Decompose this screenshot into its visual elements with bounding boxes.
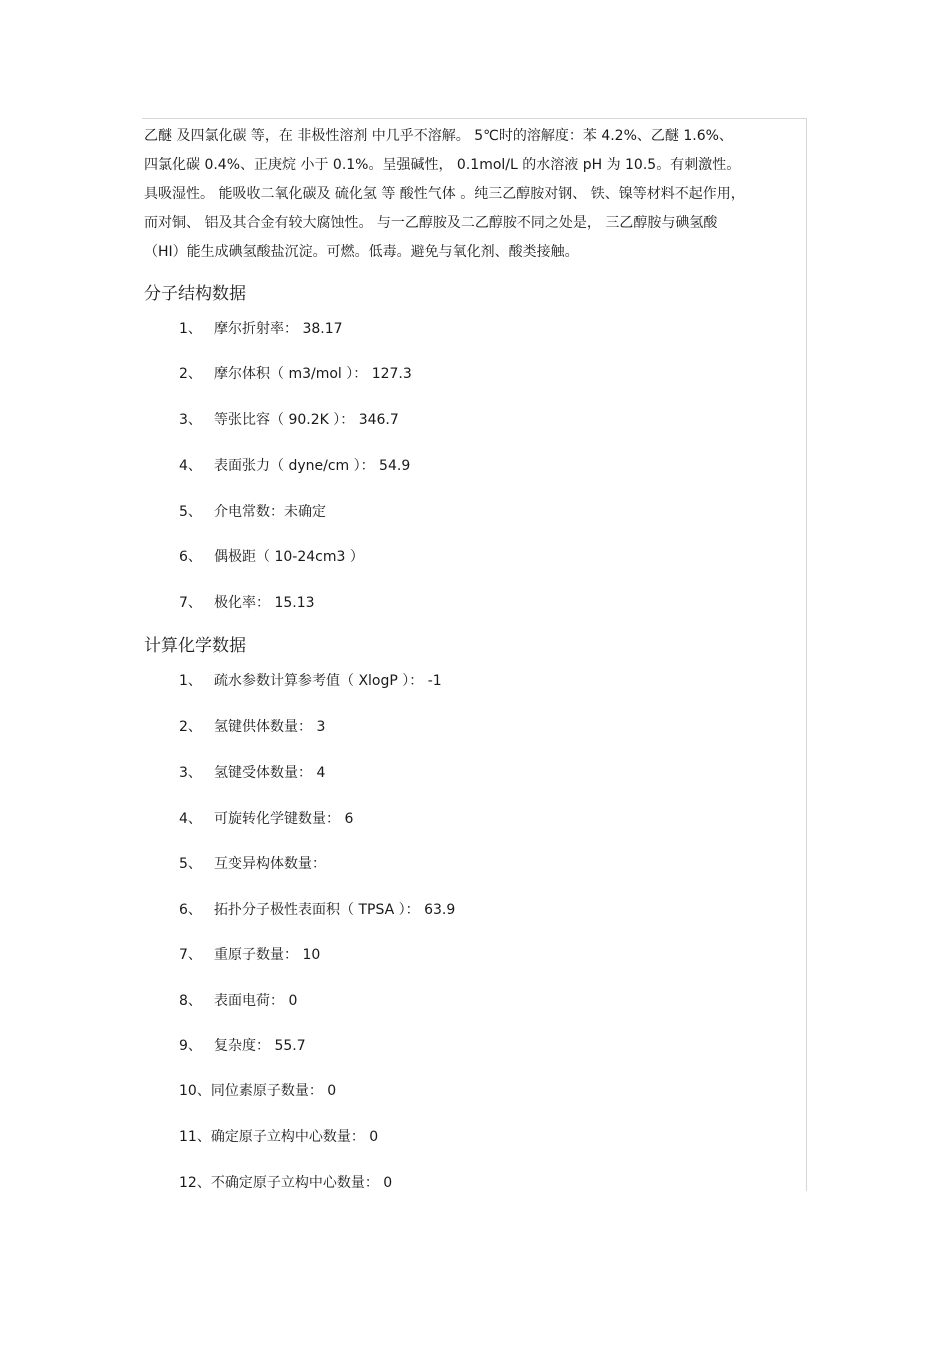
list-item (179, 671, 442, 691)
item-number: 5、 (179, 856, 202, 872)
list-item (179, 1173, 392, 1193)
item-number: 7、 (179, 947, 202, 963)
item-text: 氢键供体数量： 3 (214, 719, 326, 735)
item-text: 摩尔体积（ m3/mol ）： 127.3 (214, 366, 412, 382)
intro-line: 具吸湿性。 能吸收二氧化碳及 硫化氢 等 酸性气体 。纯三乙醇胺对钢、 铁、镍等材料不起作用， (144, 186, 745, 202)
item-number: 4、 (179, 811, 202, 827)
item-number: 8、 (179, 993, 202, 1009)
list-item (179, 945, 320, 965)
item-text: 重原子数量： 10 (214, 947, 321, 963)
intro-line: 而对铜、 铝及其合金有较大腐蚀性。 与一乙醇胺及二乙醇胺不同之处是， 三乙醇胺与碘氢酸 (144, 215, 718, 231)
list-item (179, 1081, 336, 1101)
item-number: 3、 (179, 765, 202, 781)
list-item (179, 319, 343, 339)
item-text: 等张比容（ 90.2K ）： 346.7 (214, 412, 399, 428)
item-number: 9、 (179, 1038, 202, 1054)
item-text: 不确定原子立构中心数量： 0 (210, 1175, 393, 1191)
item-number: 10、 (179, 1083, 211, 1099)
list-item (179, 456, 410, 476)
item-text: 互变异构体数量： (214, 856, 326, 872)
list-item (179, 763, 325, 783)
list-item (179, 410, 399, 430)
item-number: 2、 (179, 366, 202, 382)
item-number: 2、 (179, 719, 202, 735)
item-number: 1、 (179, 673, 202, 689)
item-number: 12、 (179, 1175, 211, 1191)
item-number: 11、 (179, 1129, 211, 1145)
item-number: 6、 (179, 902, 202, 918)
list-item (179, 854, 326, 874)
item-text: 氢键受体数量： 4 (214, 765, 326, 781)
list-item (179, 1127, 378, 1147)
item-text: 可旋转化学键数量： 6 (214, 811, 354, 827)
section-heading-computational-chemistry: 计算化学数据 (144, 636, 246, 656)
item-text: 极化率： 15.13 (214, 595, 315, 611)
list-item (179, 1036, 306, 1056)
list-item (179, 593, 315, 613)
list-item (179, 717, 325, 737)
item-text: 同位素原子数量： 0 (210, 1083, 337, 1099)
intro-line: 乙醚 及四氯化碳 等，在 非极性溶剂 中几乎不溶解。 5℃时的溶解度：苯 4.2%、乙醚 1.6%、 (144, 128, 733, 144)
item-text: 摩尔折射率： 38.17 (214, 321, 343, 337)
item-text: 疏水参数计算参考值（ XlogP ）： -1 (214, 673, 442, 689)
list-item (179, 502, 326, 522)
list-item (179, 991, 297, 1011)
item-text: 表面张力（ dyne/cm ）： 54.9 (214, 458, 411, 474)
item-number: 4、 (179, 458, 202, 474)
intro-line: （HI）能生成碘氢酸盐沉淀。可燃。低毒。避免与氧化剂、酸类接触。 (144, 244, 579, 260)
section-heading-molecular-structure: 分子结构数据 (144, 284, 246, 304)
item-text: 介电常数：未确定 (214, 504, 326, 520)
item-number: 7、 (179, 595, 202, 611)
intro-paragraph (144, 122, 804, 267)
item-text: 偶极距（ 10-24cm3 ） (214, 549, 364, 565)
item-number: 5、 (179, 504, 202, 520)
item-number: 3、 (179, 412, 202, 428)
intro-line: 四氯化碳 0.4%、正庚烷 小于 0.1%。呈强碱性， 0.1mol/L 的水溶液 pH 为 10.5。有刺激性。 (144, 157, 741, 173)
item-text: 拓扑分子极性表面积（ TPSA ）： 63.9 (214, 902, 456, 918)
item-number: 6、 (179, 549, 202, 565)
list-item (179, 364, 412, 384)
list-item (179, 547, 364, 567)
list-item (179, 900, 455, 920)
list-item (179, 809, 353, 829)
item-text: 复杂度： 55.7 (214, 1038, 306, 1054)
item-number: 1、 (179, 321, 202, 337)
item-text: 确定原子立构中心数量： 0 (210, 1129, 379, 1145)
item-text: 表面电荷： 0 (214, 993, 298, 1009)
